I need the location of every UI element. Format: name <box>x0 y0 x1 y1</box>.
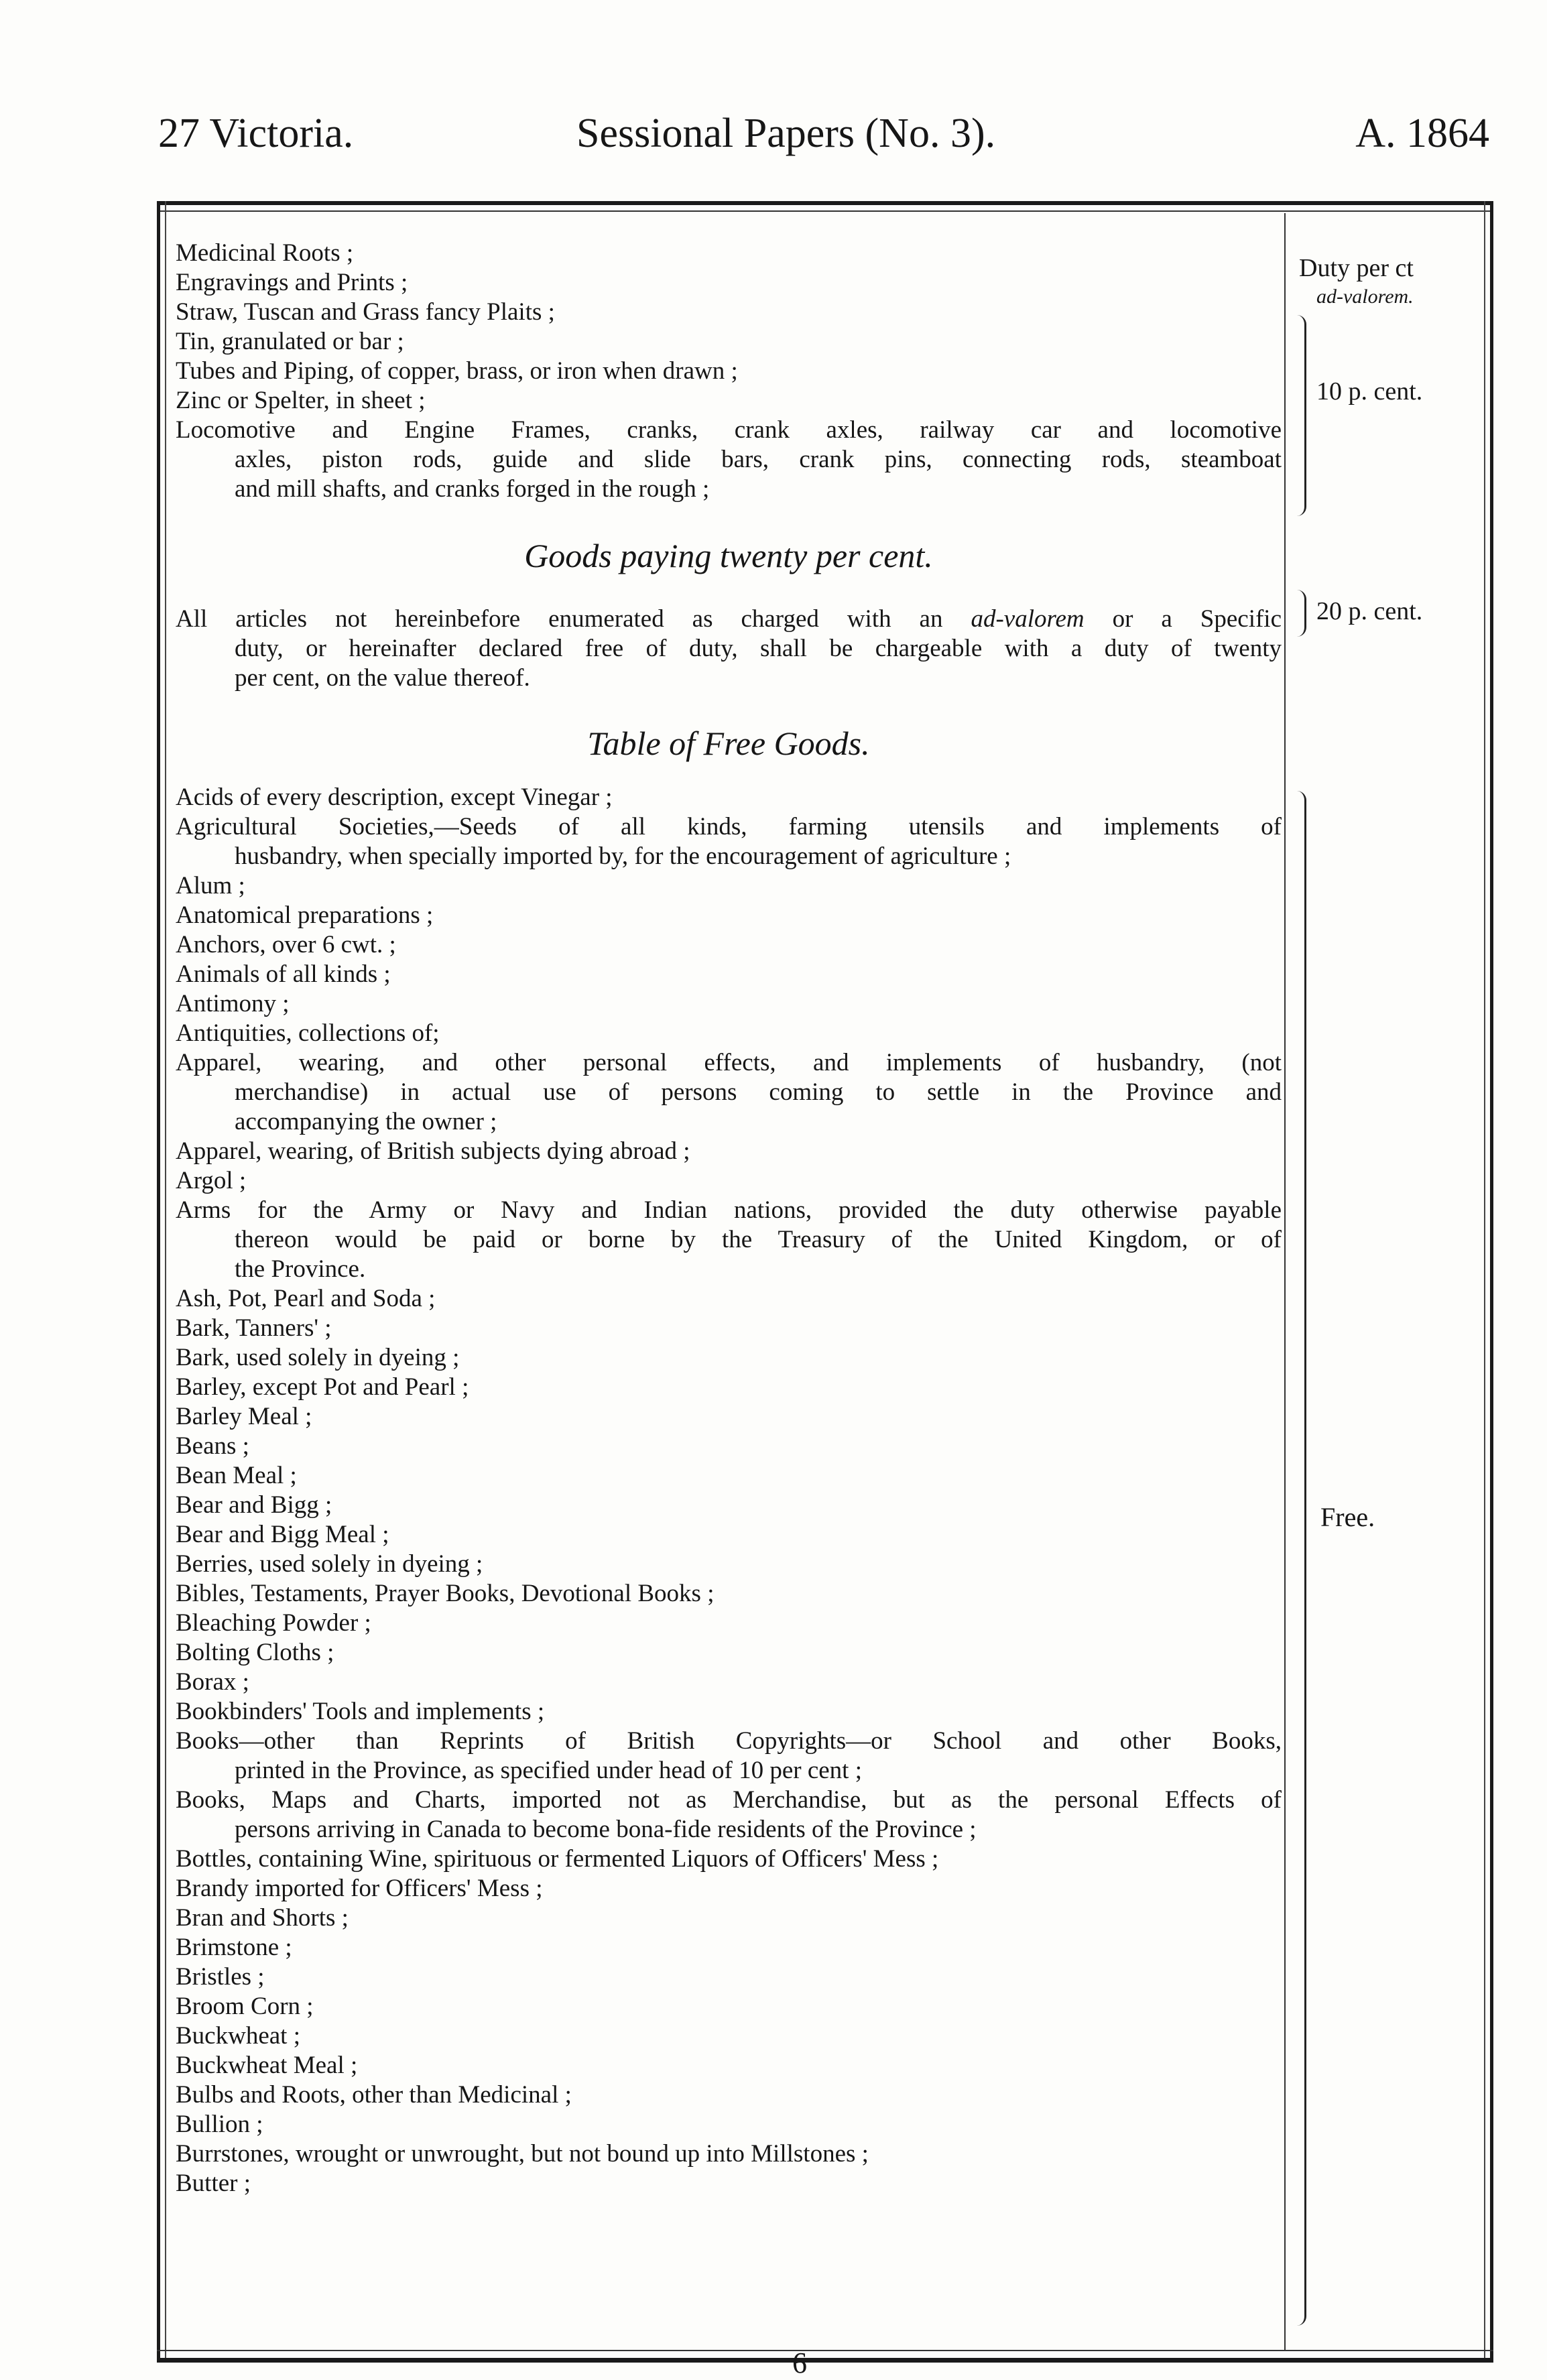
frame-top-rule-inner <box>157 210 1493 212</box>
list-item: Bottles, containing Wine, spirituous or fermented Liquors of Officers' Mess ; <box>176 1845 939 1873</box>
list-item: Bark, Tanners' ; <box>176 1314 332 1342</box>
frame-right-rule-inner <box>1484 201 1485 2359</box>
list-item: Alum ; <box>176 872 245 899</box>
list-item: Bulbs and Roots, other than Medicinal ; <box>176 2081 572 2109</box>
list-item: Bran and Shorts ; <box>176 1904 349 1932</box>
list-item: Tubes and Piping, of copper, brass, or iron when drawn ; <box>176 357 738 385</box>
rate-free: Free. <box>1320 1502 1375 1532</box>
list-item: Books—other than Reprints of British Copyrights—or School and other Books, <box>176 1727 1282 1755</box>
list-item: Engravings and Prints ; <box>176 269 408 296</box>
list-item: Agricultural Societies,—Seeds of all kinds, farming utensils and implements of <box>176 813 1282 840</box>
list-item: Beans ; <box>176 1432 249 1460</box>
list-item: Broom Corn ; <box>176 1993 314 2020</box>
list-item-continuation: and mill shafts, and cranks forged in the rough ; <box>235 475 710 503</box>
twenty-percent-section <box>176 605 1282 693</box>
rate-ten-percent: 10 p. cent. <box>1316 377 1423 405</box>
list-item: Berries, used solely in dyeing ; <box>176 1550 483 1578</box>
list-item: Locomotive and Engine Frames, cranks, crank axles, railway car and locomotive <box>176 416 1282 444</box>
rate-twenty-percent: 20 p. cent. <box>1316 597 1423 625</box>
list-item: Arms for the Army or Navy and Indian nations, provided the duty otherwise payable <box>176 1196 1282 1224</box>
list-item: Barley Meal ; <box>176 1403 312 1430</box>
list-item: Bleaching Powder ; <box>176 1609 371 1637</box>
ten-percent-section <box>176 239 1282 504</box>
page-number: 6 <box>792 2346 807 2379</box>
frame-bottom-rule-inner <box>157 2350 1493 2351</box>
paragraph-italic-term: ad-valorem <box>971 605 1085 633</box>
header-session: 27 Victoria. <box>158 111 354 156</box>
header-title: Sessional Papers (No. 3). <box>576 111 996 156</box>
twenty-percent-heading: Goods paying twenty per cent. <box>524 537 933 574</box>
list-item-continuation: the Province. <box>235 1255 366 1283</box>
list-item-continuation: husbandry, when specially imported by, for the encouragement of agriculture ; <box>235 842 1011 870</box>
list-item: Barley, except Pot and Pearl ; <box>176 1373 469 1401</box>
list-item: Apparel, wearing, of British subjects dying abroad ; <box>176 1137 690 1165</box>
list-item: Bear and Bigg ; <box>176 1491 332 1519</box>
list-item: Animals of all kinds ; <box>176 960 391 988</box>
frame-left-rule-inner <box>165 201 166 2359</box>
list-item-continuation: persons arriving in Canada to become bona-fide residents of the Province ; <box>235 1816 977 1843</box>
paragraph-line: duty, or hereinafter declared free of duty, shall be chargeable with a duty of twenty <box>235 635 1282 662</box>
list-item: Zinc or Spelter, in sheet ; <box>176 387 426 414</box>
rate-label-ad-valorem: ad-valorem. <box>1316 286 1414 308</box>
list-item: Books, Maps and Charts, imported not as Merchandise, but as the personal Effects of <box>176 1786 1282 1814</box>
list-item: Brandy imported for Officers' Mess ; <box>176 1875 543 1902</box>
free-goods-list <box>176 783 1282 2198</box>
frame-left-rule <box>157 201 160 2359</box>
list-item: Butter ; <box>176 2170 251 2197</box>
brace-free-goods <box>1295 791 1306 2326</box>
rate-label-duty: Duty per ct <box>1299 254 1414 282</box>
free-goods-heading: Table of Free Goods. <box>587 725 870 762</box>
list-item-continuation: thereon would be paid or borne by the Treasury of the United Kingdom, or of <box>235 1226 1282 1253</box>
list-item-continuation: printed in the Province, as specified under head of 10 per cent ; <box>235 1757 862 1784</box>
list-item: Medicinal Roots ; <box>176 239 354 267</box>
frame-right-rule <box>1490 201 1493 2359</box>
frame-top-rule <box>157 201 1493 205</box>
paragraph-line: per cent, on the value thereof. <box>235 664 530 692</box>
brace-ten-percent <box>1295 315 1306 516</box>
list-item: Bibles, Testaments, Prayer Books, Devotional Books ; <box>176 1580 715 1607</box>
list-item: Bolting Cloths ; <box>176 1639 334 1666</box>
list-item: Antimony ; <box>176 990 290 1017</box>
list-item: Bear and Bigg Meal ; <box>176 1521 389 1548</box>
list-item-continuation: axles, piston rods, guide and slide bars, crank pins, connecting rods, steamboat <box>235 446 1282 473</box>
brace-twenty-percent <box>1295 590 1306 637</box>
list-item: Anatomical preparations ; <box>176 901 434 929</box>
header-year: A. 1864 <box>1355 111 1489 156</box>
rate-column-divider <box>1284 213 1286 2350</box>
paragraph-line <box>176 605 1282 634</box>
list-item: Straw, Tuscan and Grass fancy Plaits ; <box>176 298 555 326</box>
list-item: Bristles ; <box>176 1963 265 1991</box>
list-item-continuation: merchandise) in actual use of persons coming to settle in the Province and <box>235 1078 1282 1106</box>
list-item: Antiquities, collections of; <box>176 1019 440 1047</box>
list-item: Ash, Pot, Pearl and Soda ; <box>176 1285 436 1312</box>
list-item: Buckwheat Meal ; <box>176 2052 358 2079</box>
list-item: Argol ; <box>176 1167 247 1194</box>
list-item: Tin, granulated or bar ; <box>176 328 404 355</box>
list-item: Burrstones, wrought or unwrought, but not bound up into Millstones ; <box>176 2140 869 2168</box>
list-item-continuation: accompanying the owner ; <box>235 1108 497 1135</box>
paragraph-text: All articles not hereinbefore enumerated as charged with an <box>176 605 943 633</box>
frame-bottom-rule <box>157 2358 1493 2363</box>
list-item: Anchors, over 6 cwt. ; <box>176 931 396 958</box>
paragraph-text: or a Specific <box>1112 605 1282 633</box>
list-item: Bullion ; <box>176 2111 263 2138</box>
list-item: Brimstone ; <box>176 1934 292 1961</box>
list-item: Bean Meal ; <box>176 1462 297 1489</box>
list-item: Borax ; <box>176 1668 249 1696</box>
list-item: Bookbinders' Tools and implements ; <box>176 1698 545 1725</box>
list-item: Bark, used solely in dyeing ; <box>176 1344 460 1371</box>
list-item: Buckwheat ; <box>176 2022 300 2050</box>
list-item: Acids of every description, except Vinegar ; <box>176 784 613 811</box>
list-item: Apparel, wearing, and other personal effects, and implements of husbandry, (not <box>176 1049 1282 1076</box>
